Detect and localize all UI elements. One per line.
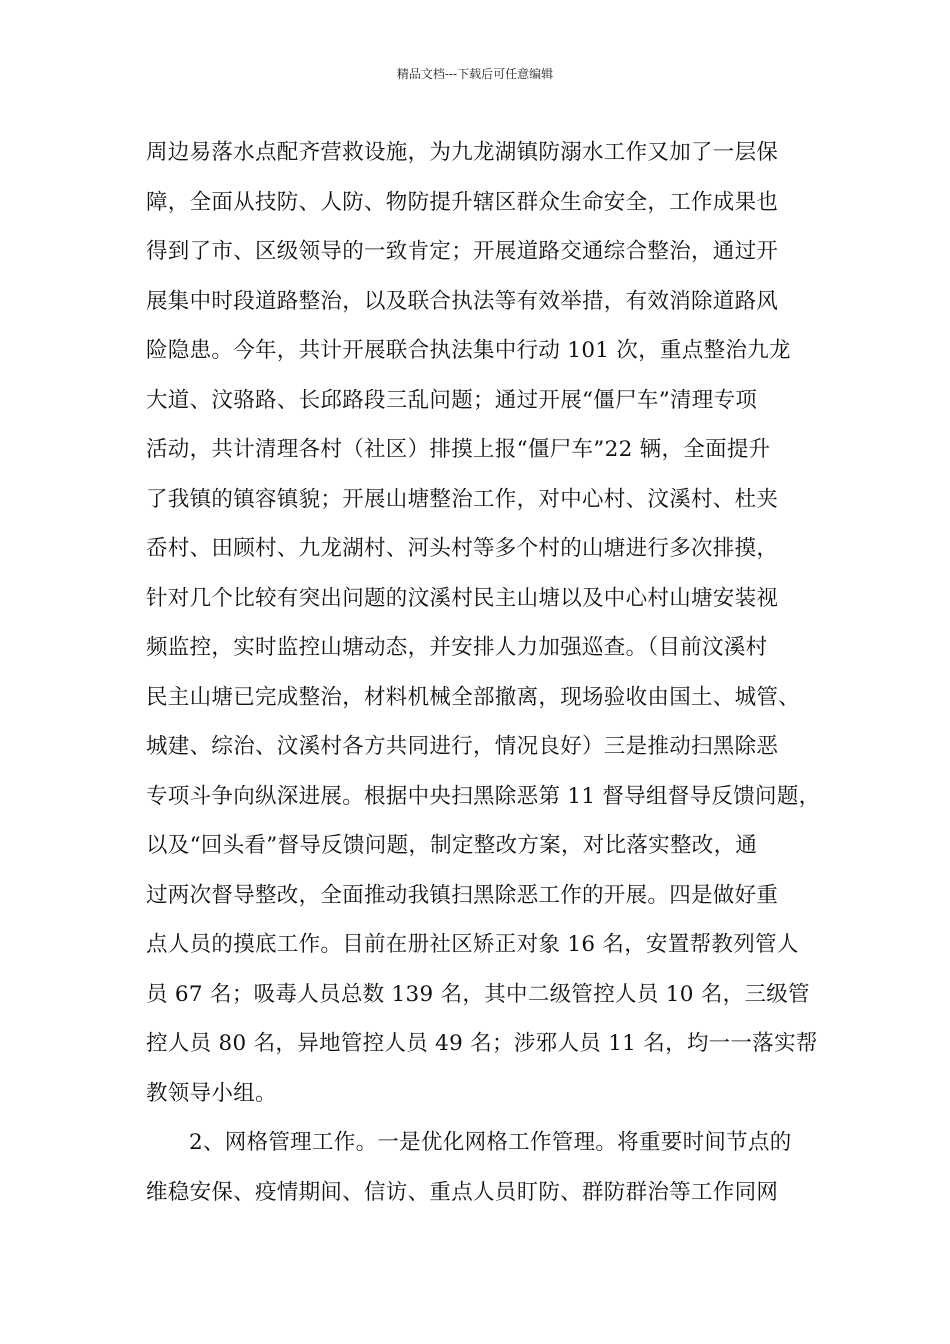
- text-line: 障，全面从技防、人防、物防提升辖区群众生命安全，工作成果也: [146, 189, 779, 215]
- text-line: 针对几个比较有突出问题的汶溪村民主山塘以及中心村山塘安装视: [146, 585, 779, 611]
- text-line: 员 67 名；吸毒人员总数 139 名，其中二级管控人员 10 名，三级管: [146, 981, 810, 1007]
- text-line: 了我镇的镇容镇貌；开展山塘整治工作，对中心村、汶溪村、杜夹: [146, 486, 779, 512]
- text-line: 活动，共计清理各村（社区）排摸上报“僵尸车”22 辆，全面提升: [146, 437, 771, 462]
- text-line: 得到了市、区级领导的一致肯定；开展道路交通综合整治，通过开: [146, 239, 779, 264]
- text-line: 频监控，实时监控山塘动态，并安排人力加强巡查。（目前汶溪村: [146, 635, 768, 660]
- text-line: 过两次督导整改，全面推动我镇扫黑除恶工作的开展。四是做好重: [146, 882, 779, 908]
- text-line: 民主山塘已完成整治，材料机械全部撤离，现场验收由国土、城管、: [146, 684, 801, 710]
- text-line: 点人员的摸底工作。目前在册社区矫正对象 16 名，安置帮教列管人: [146, 932, 799, 957]
- text-line: 控人员 80 名，异地管控人员 49 名；涉邪人员 11 名，均一一落实帮: [146, 1031, 818, 1056]
- document-body: [146, 128, 826, 1217]
- text-line: 周边易落水点配齐营救设施，为九龙湖镇防溺水工作又加了一层保: [146, 140, 779, 165]
- text-line: 险隐患。今年，共计开展联合执法集中行动 101 次，重点整治九龙: [146, 338, 791, 363]
- text-line: 以及“回头看”督导反馈问题，制定整改方案，对比落实整改，通: [146, 833, 758, 858]
- text-line: 展集中时段道路整治，以及联合执法等有效举措，有效消除道路风: [146, 288, 779, 314]
- text-line: 2、网格管理工作。一是优化网格工作管理。将重要时间节点的: [189, 1130, 792, 1155]
- text-line: 大道、汶骆路、长邱路段三乱问题；通过开展“僵尸车”清理专项: [146, 387, 758, 413]
- page-header: 精品文档---下载后可任意编辑: [396, 67, 554, 81]
- text-line: 教领导小组。: [146, 1080, 277, 1106]
- text-line: 维稳安保、疫情期间、信访、重点人员盯防、群防群治等工作同网: [146, 1179, 779, 1205]
- text-line: 专项斗争向纵深进展。根据中央扫黑除恶第 11 督导组督导反馈问题，: [146, 783, 821, 809]
- text-line: 岙村、田顾村、九龙湖村、河头村等多个村的山塘进行多次排摸，: [146, 536, 779, 561]
- text-line: 城建、综治、汶溪村各方共同进行，情况良好）三是推动扫黑除恶: [146, 734, 779, 759]
